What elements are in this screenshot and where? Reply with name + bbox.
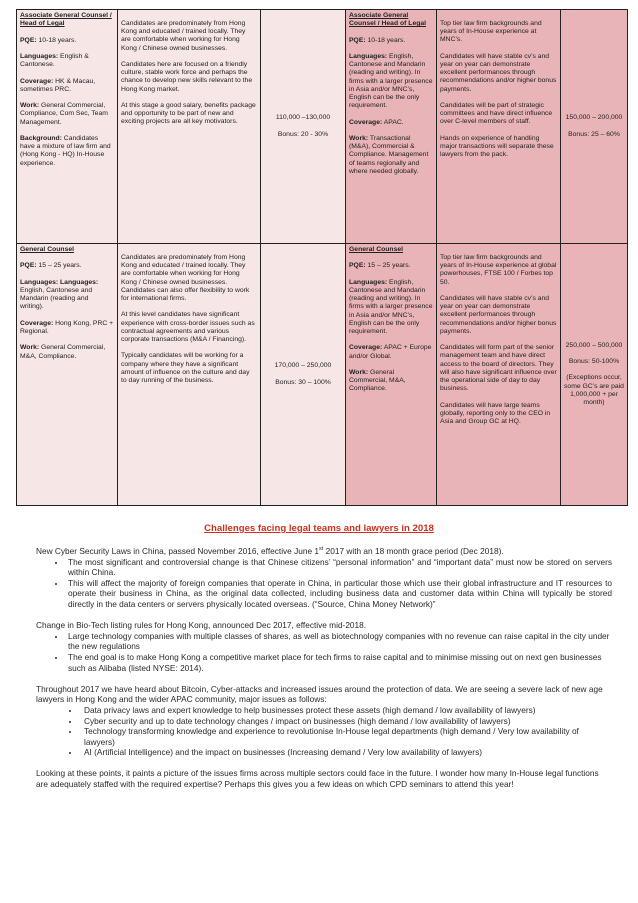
list-item: • Large technology companies with multiple classes of shares, as well as biotechnology companies with no revenue can raise capital in the city under the new regulations xyxy=(66,631,612,652)
background-value: Candidates have a mixture of law firm and (Hong Kong - HQ) In-House experience. xyxy=(20,134,111,167)
role-title: General Counsel xyxy=(20,246,75,253)
list-item: • The most significant and controversial change is that Chinese citizens’ “personal information” and “important data” must now be stored on servers within China. xyxy=(66,557,612,578)
languages-label: Languages: xyxy=(349,52,388,60)
work-value: Transactional (M&A), Commercial & Compliance. Management of teams regionally and where needed globally. xyxy=(349,134,429,175)
pqe-label: PQE: xyxy=(349,36,366,44)
work-value: General Commercial, Compliance, Com Sec, Team Management. xyxy=(20,102,108,126)
description-paragraph: Candidates will be part of strategic committees and have direct influence over C-level members of staff. xyxy=(440,102,553,126)
salary-range: 110,000 –130,000 xyxy=(275,114,331,122)
list-item: • AI (Artificial Intelligence) and the impact on businesses (Increasing demand / Very low availability of lawyers) xyxy=(80,747,612,758)
salary-range: 150,000 – 200,000 xyxy=(565,114,623,122)
coverage-value: APAC. xyxy=(382,118,404,126)
languages-value: English, Cantonese and Mandarin (reading and writing). In firms with a larger presence in Asia and/or MNC’s, English can be the only requirement. xyxy=(349,278,433,335)
languages-label: Languages: xyxy=(20,52,59,60)
coverage-label: Coverage: xyxy=(349,118,383,126)
paragraph: Throughout 2017 we have heard about Bitcoin, Cyber-attacks and increased issues around the protection of data. We are seeing a severe lack of new age lawyers in Hong Kong and the wider APAC community, major issues as follows: xyxy=(36,683,603,705)
salary-range: 170,000 – 250,000 xyxy=(274,362,332,370)
languages-label: Languages: xyxy=(349,278,388,286)
bonus-range: Bonus: 20 - 30% xyxy=(277,130,329,138)
list-item: • Cyber security and up to date technology changes / impact on businesses (high demand / low availability of lawyers) xyxy=(80,716,612,727)
table-row xyxy=(17,244,628,506)
description-paragraph: Candidates will form part of the senior management team and have direct access to the board of directors. They will also have significant influence over the operational side of day to day business. xyxy=(440,344,557,393)
description-paragraph: Candidates will have stable cv’s and year on year can demonstrate excellent performances through recommendations and/or higher bonus payments. xyxy=(440,295,557,335)
salary-cell xyxy=(561,244,628,506)
description-paragraph: Candidates will have stable cv’s and year on year can demonstrate excellent performances through recommendations and/or higher bonus payments. xyxy=(440,52,557,93)
paragraph: Change in Bio-Tech listing rules for Hong Kong, announced Dec 2017, effective mid-2018. xyxy=(36,620,367,631)
description-paragraph: Candidates here are focused on a friendly culture, stable work force and perhaps the chance to develop new skills relevant to the Hong Kong market. xyxy=(121,61,253,93)
pqe-value: 15 – 25 years. xyxy=(365,262,411,270)
description-cell xyxy=(118,10,261,244)
list-item: • Data privacy laws and expert knowledge to help businesses protect these assets (high demand / low availability of lawyers) xyxy=(80,705,612,716)
role-cell xyxy=(346,244,437,506)
list-item: • Technology transforming knowledge and experience to revolutionise In-House legal departments (high demand / Very low availability of lawyers) xyxy=(80,726,612,747)
background-label: Background: xyxy=(20,134,62,142)
description-cell xyxy=(118,244,261,506)
description-paragraph: At this stage a good salary, benefits package and opportunity to be part of new and exciting projects are all key motivators. xyxy=(121,102,256,126)
role-cell xyxy=(346,10,437,244)
work-label: Work: xyxy=(20,102,40,110)
bonus-range: Bonus: 25 – 60% xyxy=(568,130,620,138)
description-paragraph: Candidates are predominately from Hong Kong and educated / trained locally. They are comfortable when working for Hong Kong / Chinese owned businesses. Candidates can also offer flexibility to work for international firms. xyxy=(121,254,250,303)
pqe-value: 10-18 years. xyxy=(36,36,77,44)
bonus-range: Bonus: 50-100% xyxy=(568,358,620,366)
paragraph-text: 2017 with an 18 month grace period (Dec 2018). xyxy=(323,546,504,556)
description-paragraph: Typically candidates will be working for a company where they have a significant amount of influence on the culture and day to day running of the business. xyxy=(121,352,250,385)
pqe-label: PQE: xyxy=(20,262,37,270)
description-paragraph: Top tier law firm backgrounds and years of In-House experience at global powerhouses, FTSE 100 / Forbes top 50. xyxy=(440,254,557,286)
salary-range: 250,000 – 500,000 xyxy=(565,341,623,349)
article-body xyxy=(36,546,612,790)
pqe-label: PQE: xyxy=(20,36,37,44)
pqe-label: PQE: xyxy=(349,262,366,270)
bullet-list xyxy=(36,705,612,758)
work-value: General Commercial, M&A, Compliance. xyxy=(20,344,106,360)
role-cell xyxy=(17,244,118,506)
coverage-label: Coverage: xyxy=(20,319,54,327)
paragraph-text: New Cyber Security Laws in China, passed November 2016, effective June 1 xyxy=(36,546,320,556)
work-value: General Commercial, M&A, Compliance. xyxy=(349,368,406,393)
description-cell xyxy=(437,244,561,506)
work-label: Work: xyxy=(349,134,369,142)
role-title: General Counsel xyxy=(349,246,404,253)
description-paragraph: Top tier law firm backgrounds and years of In-House experience at MNC’s. xyxy=(440,20,542,44)
pqe-value: 15 – 25 years. xyxy=(36,262,82,270)
salary-table xyxy=(16,9,628,506)
coverage-label: Coverage: xyxy=(349,344,383,352)
description-paragraph: At this level candidates have significant experience with cross-border issues such as contractual agreements and various corporate transactions (M&A / Financing). xyxy=(121,311,255,344)
pqe-value: 10-18 years. xyxy=(365,36,406,44)
paragraph xyxy=(36,546,612,557)
bonus-range: Bonus: 30 – 100% xyxy=(275,378,331,386)
salary-cell xyxy=(561,10,628,244)
languages-value: English, Cantonese and Mandarin (reading and writing). In firms with a larger presence in Asia and/or MNC’s, English can be the only requirement. xyxy=(349,52,433,110)
salary-cell xyxy=(261,10,346,244)
languages-label: Languages: Languages: xyxy=(20,278,99,286)
languages-value: English, Cantonese and Mandarin (reading and writing). xyxy=(20,286,93,311)
list-item: • The end goal is to make Hong Kong a competitive market place for tech firms to raise capital and to minimise missing out on next gen businesses such as Alibaba (listed NYSE: 2014). xyxy=(66,652,612,673)
coverage-value: Hong Kong, PRC + Regional. xyxy=(20,319,114,335)
description-cell xyxy=(437,10,561,244)
work-label: Work: xyxy=(20,344,40,352)
description-paragraph: Hands on experience of handling major transactions will separate these lawyers from the pack. xyxy=(440,134,554,159)
salary-note: (Exceptions occur, some GC’s are paid 1,000,000 + per month) xyxy=(564,374,624,407)
salary-cell xyxy=(261,244,346,506)
work-label: Work: xyxy=(349,368,369,376)
table-row xyxy=(17,10,628,244)
coverage-value: APAC + Europe and/or Global. xyxy=(349,344,432,360)
coverage-label: Coverage: xyxy=(20,77,54,85)
role-cell xyxy=(17,10,118,244)
role-title: Associate General Counsel / Head of Legal xyxy=(349,12,427,28)
role-title: Associate General Counsel / Head of Legal xyxy=(20,12,112,28)
bullet-list xyxy=(36,557,612,610)
coverage-value: HK & Macau, sometimes PRC. xyxy=(20,77,96,93)
bullet-list xyxy=(36,631,612,673)
paragraph: Looking at these points, it paints a picture of the issues firms across multiple sectors could face in the future. I wonder how many In-House legal functions are adequately staffed with the required expertise? Perhaps this gives you a few ideas on which CPD seminars to attend this year! xyxy=(36,768,599,790)
languages-value: English & Cantonese. xyxy=(20,52,89,69)
description-paragraph: Candidates are predominately from Hong Kong and educated / trained locally. They are comfortable when working for Hong Kong / Chinese owned businesses. xyxy=(121,20,246,52)
list-item: • This will affect the majority of foreign companies that operate in China, in particular those which use their global infrastructure and IT resources to operate their business in China, as the original data collected, including business data and customer data within China will typically be stored directly in the data centers or servers physically located overseas. (“Source, China Money Network)” xyxy=(66,578,612,610)
section-title: Challenges facing legal teams and lawyers in 2018 xyxy=(204,523,434,534)
description-paragraph: Candidates will have large teams globally, reporting only to the CEO in Asia and Group GC at HQ. xyxy=(440,401,551,426)
superscript: st xyxy=(319,546,324,553)
